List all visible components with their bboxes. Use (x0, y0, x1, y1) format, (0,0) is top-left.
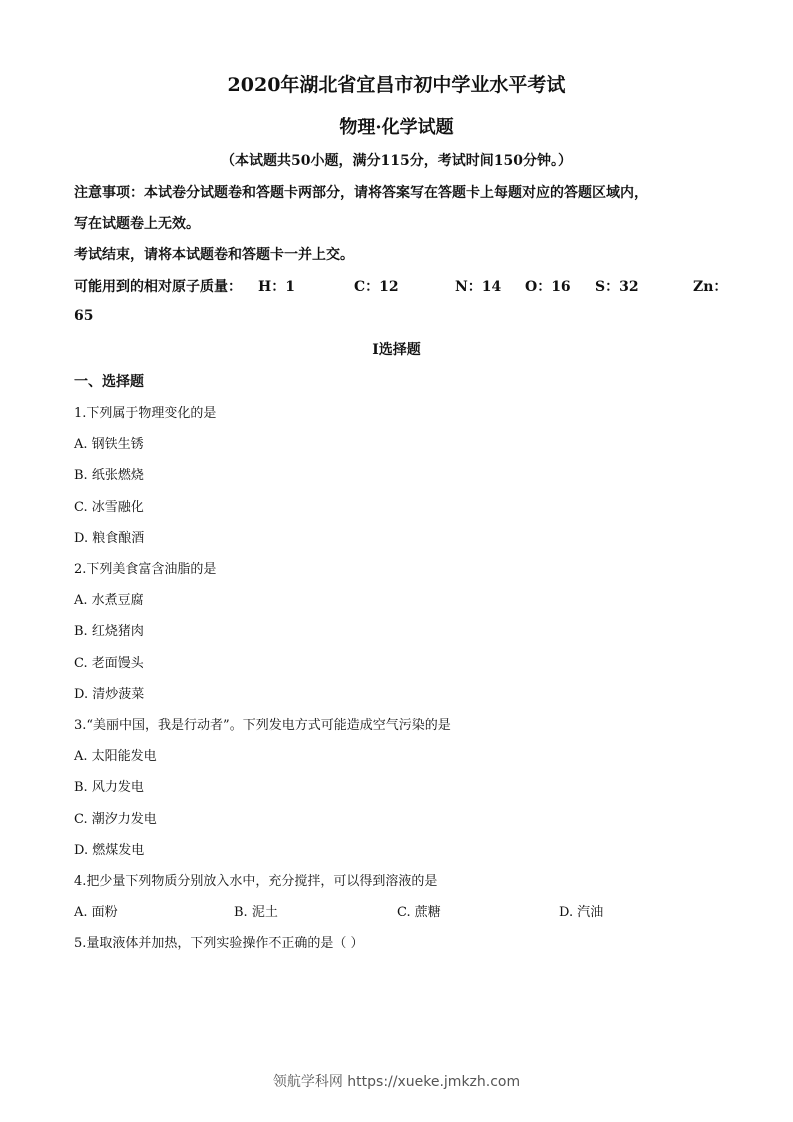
atomic-mass-zn: Zn： (693, 279, 728, 295)
atomic-mass-s: S：32 (595, 279, 639, 295)
option-b: B. 泥土 (234, 905, 278, 920)
section-title: 一、选择题 (74, 374, 144, 390)
question-stem: 2.下列美食富含油脂的是 (74, 562, 217, 577)
atomic-mass-label: 可能用到的相对原子质量： (74, 279, 242, 295)
question-stem: 1.下列属于物理变化的是 (74, 406, 217, 421)
atomic-mass-n: N：14 (455, 279, 502, 295)
option-d: D. 燃煤发电 (74, 843, 145, 858)
atomic-mass-zn-value: 65 (74, 308, 94, 324)
option-a: A. 钢铁生锈 (74, 437, 144, 452)
notes-line-3: 考试结束，请将本试题卷和答题卡一并上交。 (74, 247, 354, 263)
notes-line-1: 注意事项：本试卷分试题卷和答题卡两部分，请将答案写在答题卡上每题对应的答题区域内， (74, 185, 648, 201)
part-title: I选择题 (372, 342, 421, 358)
option-b: B. 纸张燃烧 (74, 468, 144, 483)
option-a: A. 面粉 (74, 905, 118, 920)
atomic-mass-h: H：1 (258, 279, 295, 295)
question-stem: 3.“美丽中国，我是行动者”。下列发电方式可能造成空气污染的是 (74, 718, 451, 733)
notes-line-2: 写在试题卷上无效。 (74, 216, 200, 232)
option-a: A. 太阳能发电 (74, 749, 157, 764)
question-stem: 4.把少量下列物质分别放入水中，充分搅拌，可以得到溶液的是 (74, 874, 438, 889)
option-c: C. 老面馒头 (74, 656, 144, 671)
option-d: D. 汽油 (559, 905, 604, 920)
option-b: B. 红烧猪肉 (74, 624, 144, 639)
option-c: C. 蔗糖 (397, 905, 441, 920)
option-b: B. 风力发电 (74, 780, 144, 795)
option-c: C. 冰雪融化 (74, 500, 144, 515)
atomic-mass-o: O：16 (525, 279, 571, 295)
exam-info: （本试题共50小题，满分115分，考试时间150分钟。） (221, 153, 572, 169)
option-a: A. 水煮豆腐 (74, 593, 144, 608)
footer-watermark: 领航学科网 https://xueke.jmkzh.com (272, 1074, 521, 1090)
exam-subtitle: 物理·化学试题 (339, 117, 454, 138)
atomic-mass-c: C：12 (354, 279, 399, 295)
option-d: D. 粮食酿酒 (74, 531, 145, 546)
option-c: C. 潮汐力发电 (74, 812, 157, 827)
exam-title: 2020年湖北省宜昌市初中学业水平考试 (227, 74, 566, 96)
question-stem: 5.量取液体并加热，下列实验操作不正确的是（ ） (74, 936, 364, 951)
option-d: D. 清炒菠菜 (74, 687, 145, 702)
